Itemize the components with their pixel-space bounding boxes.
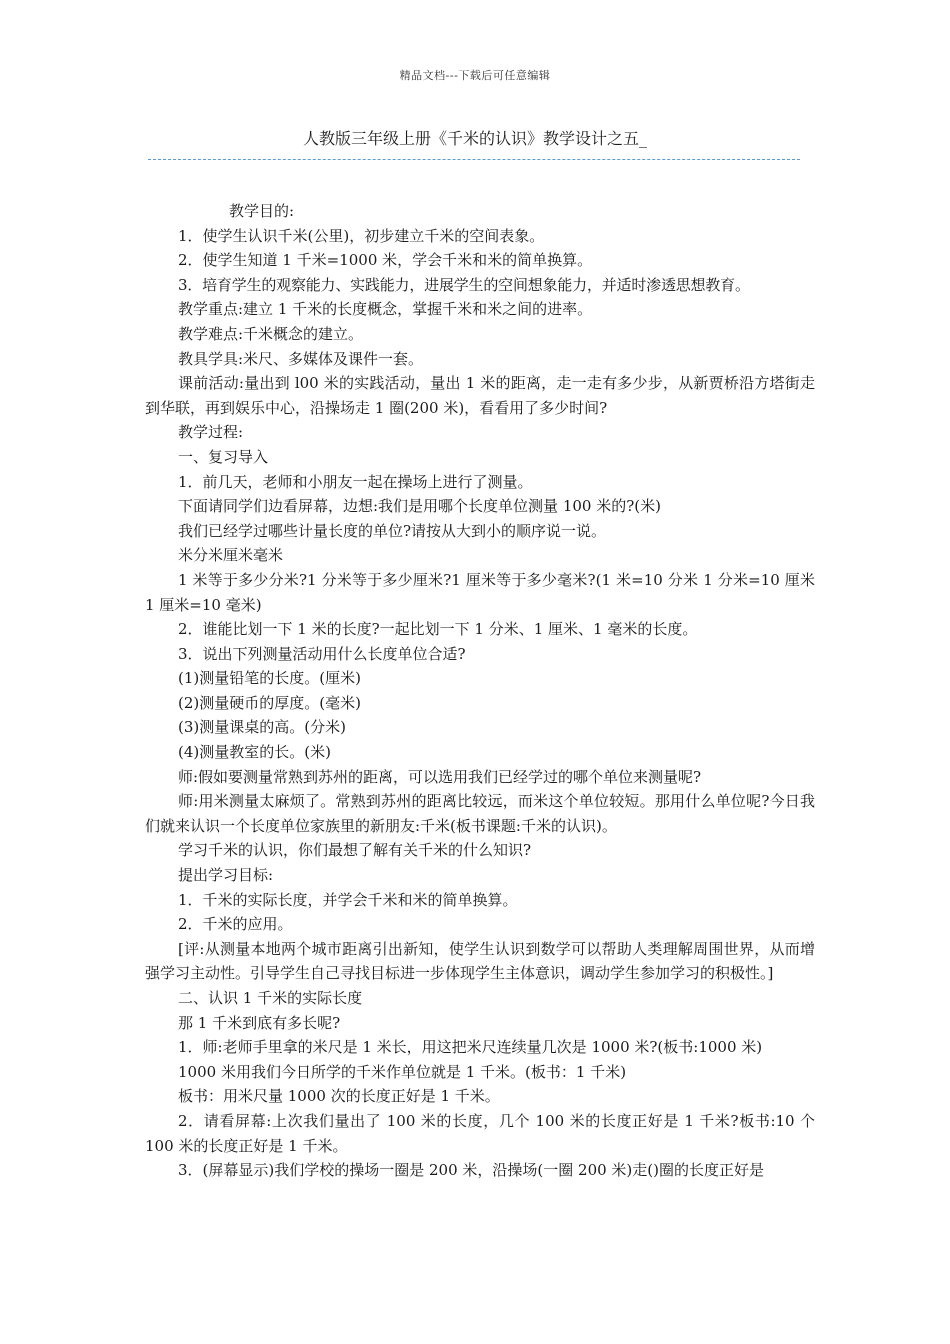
list-item: 1．千米的实际长度，并学会千米和米的简单换算。: [178, 890, 518, 909]
list-item: (2)测量硬币的厚度。(毫米): [178, 693, 361, 712]
list-item: (1)测量铅笔的长度。(厘米): [178, 669, 361, 688]
paragraph: 提出学习目标:: [178, 866, 274, 885]
section-heading: 二、认识 1 千米的实际长度: [178, 989, 363, 1007]
paragraph: 板书：用米尺量 1000 次的长度正好是 1 千米。: [178, 1087, 500, 1106]
paragraph: 米分米厘米毫米: [178, 546, 284, 565]
paragraph: 3．培育学生的观察能力、实践能力，进展学生的空间想象能力，并适时渗透思想教育。: [178, 275, 750, 294]
paragraph: 3．(屏幕显示)我们学校的操场一圈是 200 米，沿操场(一圈 200 米)走()圈的长度正好是: [178, 1161, 764, 1180]
section-heading-objectives: 教学目的:: [229, 202, 295, 220]
list-item: (4)测量教室的长。(米): [178, 743, 331, 762]
list-item: (3)测量课桌的高。(分米): [178, 718, 346, 737]
paragraph: 1．师:老师手里拿的米尺是 1 米长，用这把米尺连续量几次是 1000 米?(板书:1000 米): [178, 1038, 763, 1057]
paragraph: 师:用米测量太麻烦了。常熟到苏州的距离比较远，而米这个单位较短。那用什么单位呢?今日我们就来认识一个长度单位家族里的新朋友:千米(板书课题:千米的认识)。: [145, 792, 815, 835]
paragraph: 下面请同学们边看屏幕，边想:我们是用哪个长度单位测量 100 米的?(米): [178, 497, 661, 516]
paragraph: 教学难点:千米概念的建立。: [178, 324, 364, 343]
paragraph: 2．请看屏幕:上次我们量出了 100 米的长度，几个 100 米的长度正好是 1 千米?板书:10 个 100 米的长度正好是 1 千米。: [145, 1111, 815, 1155]
paragraph: 我们已经学过哪些计量长度的单位?请按从大到小的顺序说一说。: [178, 521, 607, 540]
document-body: [145, 199, 815, 1183]
list-item: 2．千米的应用。: [178, 915, 293, 934]
title-divider: [148, 159, 800, 160]
document-title: 人教版三年级上册《千米的认识》教学设计之五_: [302, 129, 647, 148]
paragraph: 3．说出下列测量活动用什么长度单位合适?: [178, 644, 466, 663]
paragraph: 那 1 千米到底有多长呢?: [178, 1013, 341, 1032]
page-header-watermark: 精品文档---下载后可任意编辑: [399, 69, 551, 82]
paragraph: 学习千米的认识，你们最想了解有关千米的什么知识?: [178, 841, 532, 860]
commentary-paragraph: [评:从测量本地两个城市距离引出新知，使学生认识到数学可以帮助人类理解周围世界，从而增强学习主动性。引导学生自己寻找目标进一步体现学生主体意识，调动学生参加学习的积极性。]: [145, 939, 815, 983]
paragraph: 1．使学生认识千米(公里)，初步建立千米的空间表象。: [178, 226, 545, 245]
paragraph: 1 米等于多少分米?1 分米等于多少厘米?1 厘米等于多少毫米?(1 米=10 分米 1 分米=10 厘米 1 厘米=10 毫米): [145, 570, 815, 614]
paragraph: 2．使学生知道 1 千米=1000 米，学会千米和米的简单换算。: [178, 251, 593, 270]
paragraph: 课前活动:量出到 l00 米的实践活动，量出 1 米的距离，走一走有多少步，从新贾桥沿方塔街走到华联，再到娱乐中心，沿操场走 1 圈(200 米)，看看用了多少时间?: [145, 374, 815, 417]
paragraph: 1000 米用我们今日所学的千米作单位就是 1 千米。(板书：1 千米): [178, 1062, 627, 1081]
section-heading: 一、复习导入: [178, 447, 269, 466]
paragraph: 1．前几天，老师和小朋友一起在操场上进行了测量。: [178, 472, 533, 491]
paragraph: 2．谁能比划一下 1 米的长度?一起比划一下 1 分米、1 厘米、1 毫米的长度。: [178, 620, 698, 639]
paragraph: 师:假如要测量常熟到苏州的距离，可以选用我们已经学过的哪个单位来测量呢?: [178, 767, 702, 786]
paragraph: 教学重点:建立 1 千米的长度概念，掌握千米和米之间的进率。: [178, 300, 593, 319]
section-heading-process: 教学过程:: [178, 423, 244, 442]
paragraph: 教具学具:米尺、多媒体及课件一套。: [178, 349, 424, 368]
